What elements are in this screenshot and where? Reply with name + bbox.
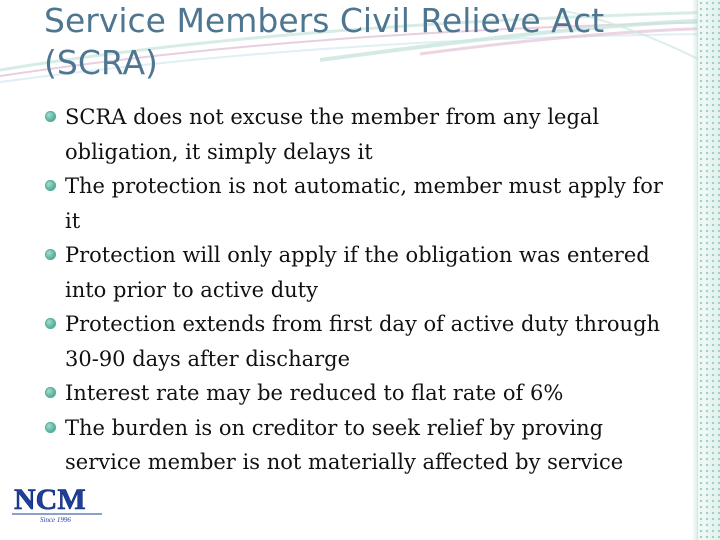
bullet-item [44, 411, 684, 480]
bullet-dot-icon [45, 318, 56, 329]
bullet-text: Interest rate may be reduced to flat rate of 6% [65, 381, 564, 405]
bullet-dot-icon [45, 422, 56, 433]
bullet-text: Protection will only apply if the obligation was entered into prior to active duty [65, 243, 650, 302]
bullet-text: Protection extends from first day of active duty through 30-90 days after discharge [65, 312, 661, 371]
bullet-item [44, 169, 684, 238]
bullet-item [44, 100, 684, 169]
bullet-item [44, 238, 684, 307]
bullet-dot-icon [45, 249, 56, 260]
bullet-dot-icon [45, 180, 56, 191]
bullet-text: The protection is not automatic, member must apply for it [65, 174, 663, 233]
bullet-dot-icon [45, 387, 56, 398]
bullet-text: The burden is on creditor to seek relief by proving service member is not materially affected by service [65, 415, 624, 474]
bullet-item [44, 376, 684, 411]
slide-title: Service Members Civil Relieve Act (SCRA) [44, 1, 605, 82]
right-border-decoration [697, 0, 720, 540]
bullet-text: SCRA does not excuse the member from any legal obligation, it simply delays it [65, 105, 600, 164]
bullet-item [44, 307, 684, 376]
bullet-list [44, 100, 684, 480]
logo-text: NCM [14, 483, 86, 516]
logo-tagline: Since 1996 [40, 516, 71, 524]
bullet-dot-icon [45, 111, 56, 122]
ncm-logo [10, 480, 110, 524]
